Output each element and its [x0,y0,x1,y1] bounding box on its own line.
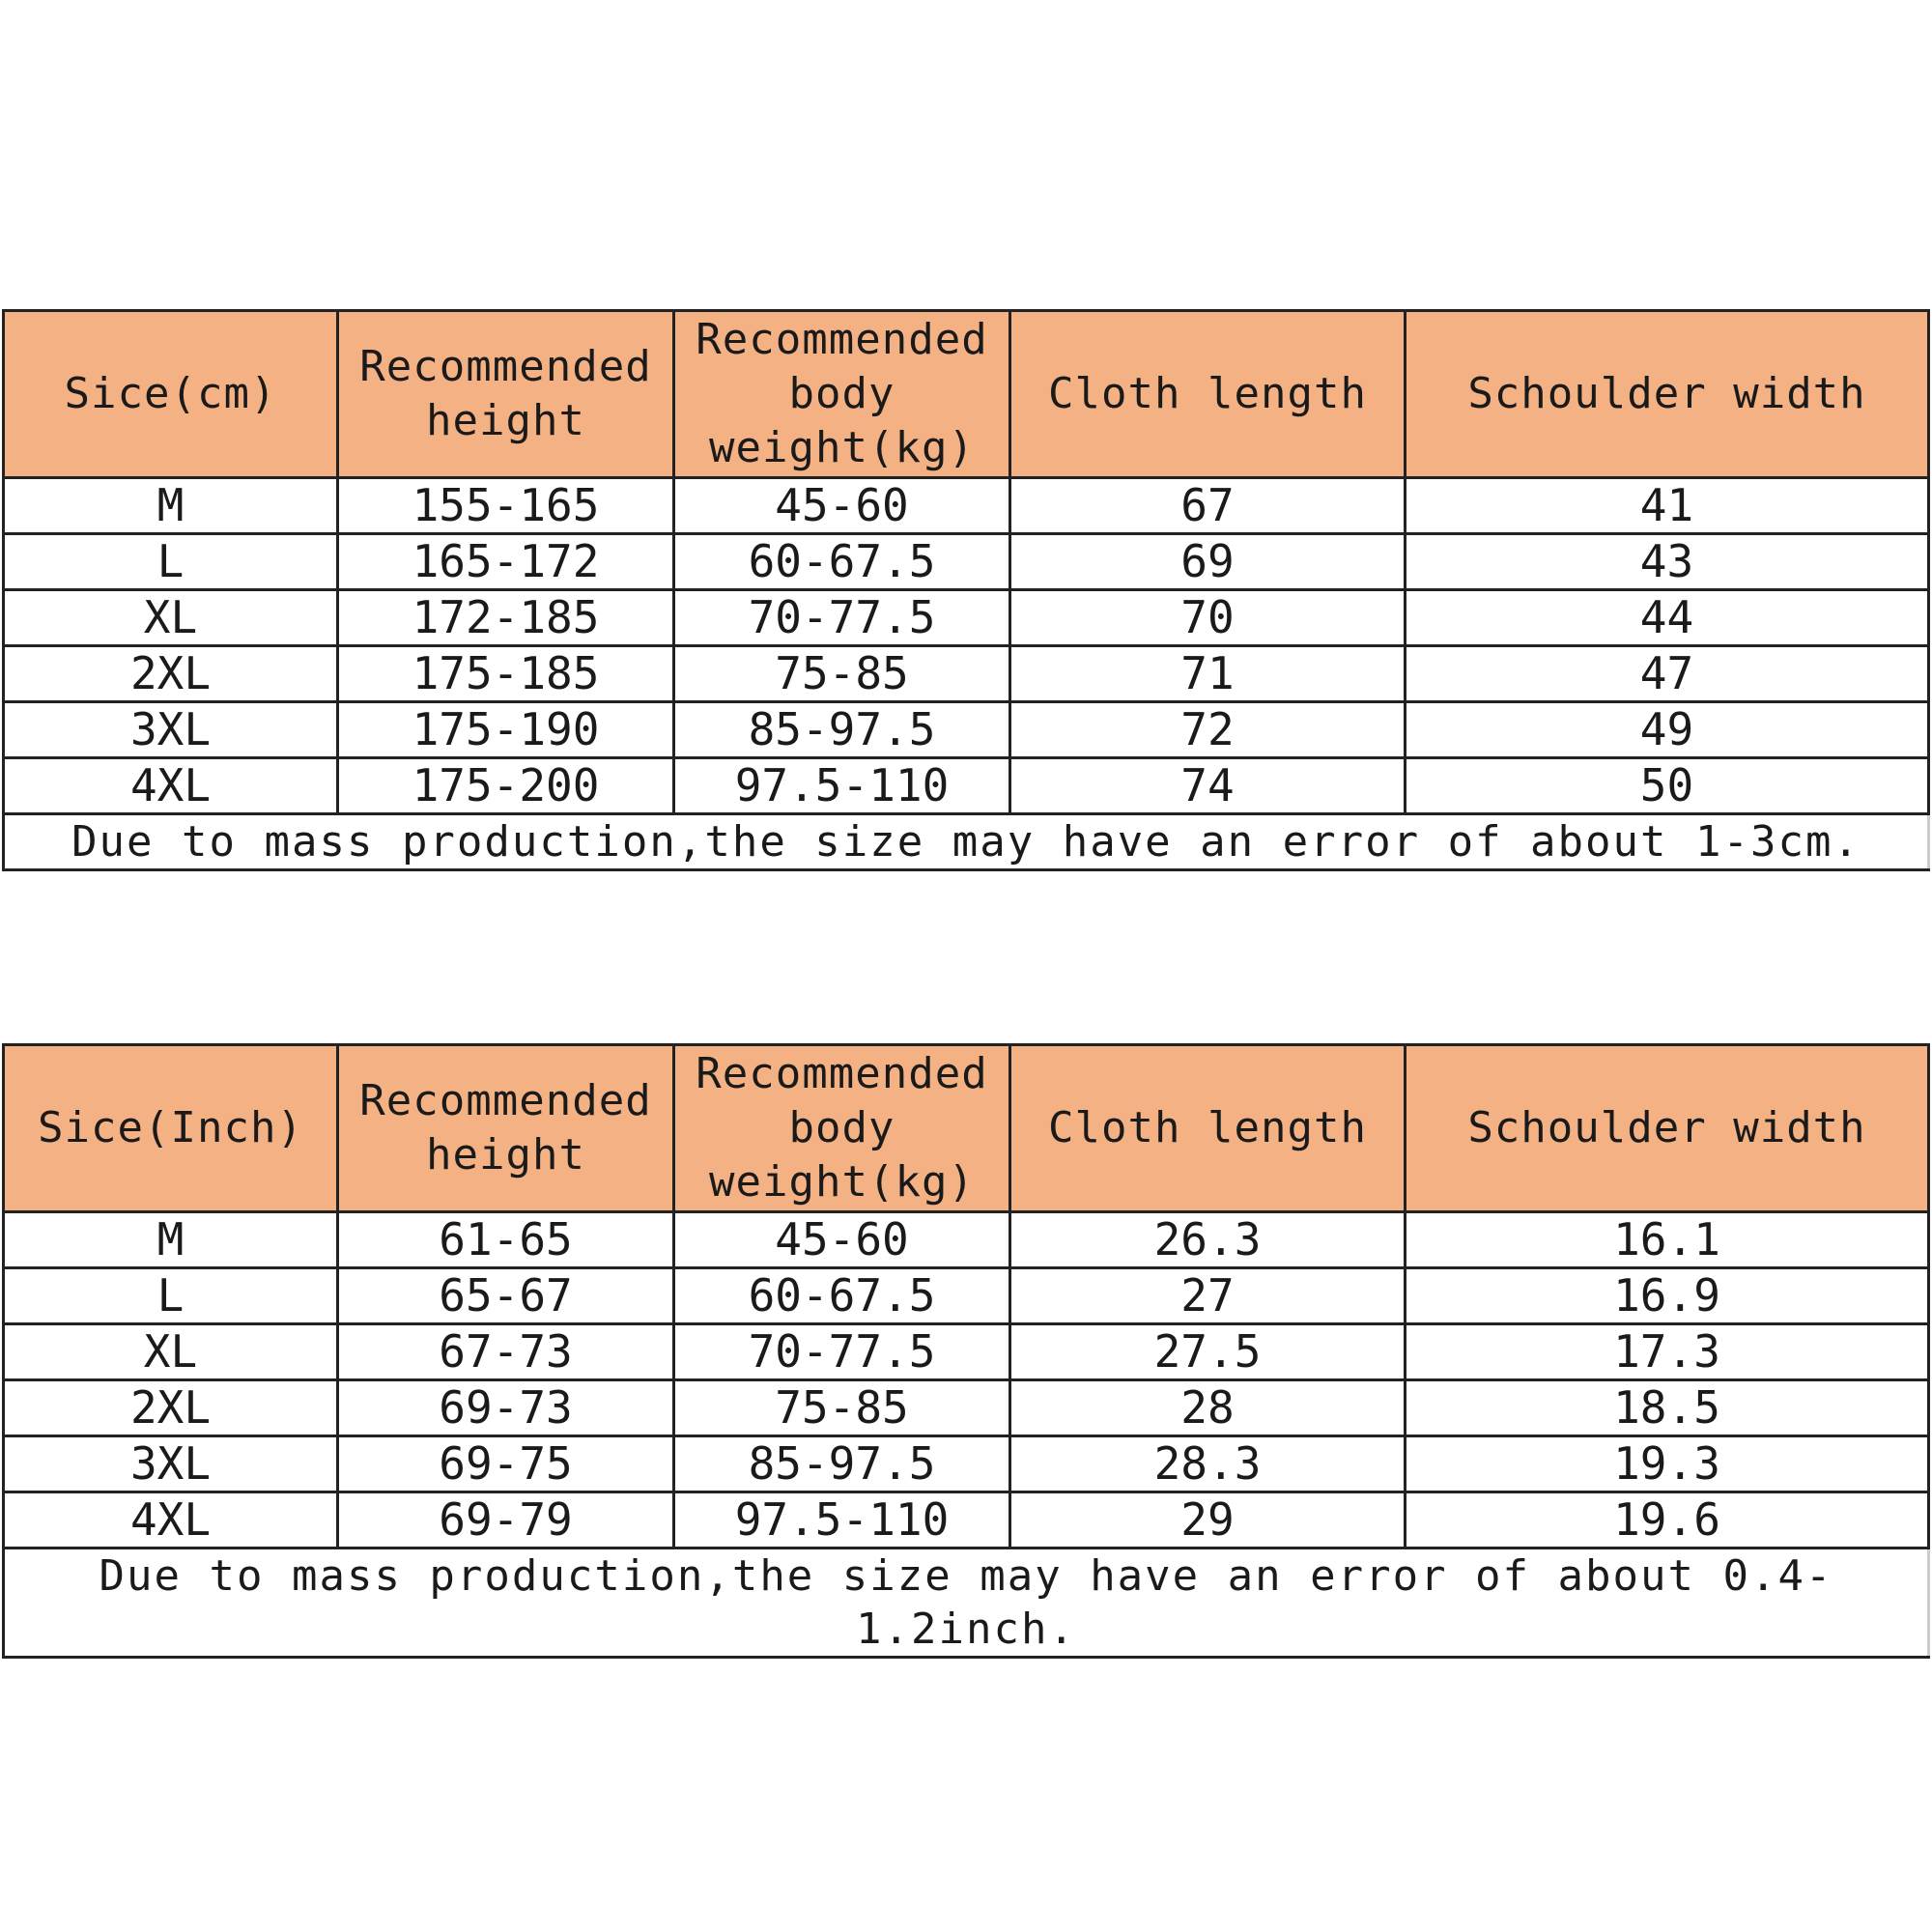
header-row [4,1045,1929,1212]
table-row [4,1492,1929,1548]
header-cloth-length: Cloth length [1010,311,1406,478]
cell-weight: 70-77.5 [674,590,1010,646]
cell-cloth-length: 29 [1010,1492,1406,1548]
cell-size: L [4,534,338,590]
cell-weight: 97.5-110 [674,1492,1010,1548]
cell-size: XL [4,590,338,646]
cell-cloth-length: 71 [1010,646,1406,702]
table-row [4,702,1929,758]
table-row [4,758,1929,814]
cell-size: XL [4,1324,338,1380]
cell-size: M [4,1212,338,1268]
table-row [4,1268,1929,1324]
header-recommended-weight: Recommended body weight(kg) [674,1045,1010,1212]
table-row [4,646,1929,702]
cell-size: L [4,1268,338,1324]
header-size: Sice(cm) [4,311,338,478]
cell-height: 175-185 [338,646,674,702]
cell-weight: 45-60 [674,1212,1010,1268]
cell-cloth-length: 27 [1010,1268,1406,1324]
cell-cloth-length: 28.3 [1010,1436,1406,1492]
cell-height: 69-79 [338,1492,674,1548]
header-row [4,311,1929,478]
cell-shoulder-width: 50 [1406,758,1929,814]
cell-shoulder-width: 47 [1406,646,1929,702]
header-size: Sice(Inch) [4,1045,338,1212]
cell-height: 69-75 [338,1436,674,1492]
cell-size: 3XL [4,1436,338,1492]
cell-weight: 85-97.5 [674,1436,1010,1492]
cell-size: 2XL [4,1380,338,1436]
size-error-note: Due to mass production,the size may have an error of about 1-3cm. [4,814,1929,870]
header-recommended-weight: Recommended body weight(kg) [674,311,1010,478]
cell-size: 3XL [4,702,338,758]
table-row [4,590,1929,646]
header-recommended-height: Recommended height [338,1045,674,1212]
size-error-note: Due to mass production,the size may have an error of about 0.4-1.2inch. [4,1548,1929,1658]
table-row [4,478,1929,534]
cell-cloth-length: 70 [1010,590,1406,646]
table-row [4,534,1929,590]
note-row [4,814,1929,870]
table-row [4,1212,1929,1268]
cell-size: 4XL [4,758,338,814]
cell-shoulder-width: 43 [1406,534,1929,590]
cell-shoulder-width: 16.9 [1406,1268,1929,1324]
cell-weight: 60-67.5 [674,534,1010,590]
cell-shoulder-width: 44 [1406,590,1929,646]
cell-cloth-length: 26.3 [1010,1212,1406,1268]
size-table-cm [2,309,1930,871]
cell-shoulder-width: 19.6 [1406,1492,1929,1548]
cell-height: 165-172 [338,534,674,590]
cell-shoulder-width: 19.3 [1406,1436,1929,1492]
cell-weight: 97.5-110 [674,758,1010,814]
cell-cloth-length: 69 [1010,534,1406,590]
cell-size: 4XL [4,1492,338,1548]
cell-cloth-length: 72 [1010,702,1406,758]
note-row [4,1548,1929,1658]
header-cloth-length: Cloth length [1010,1045,1406,1212]
table-row [4,1380,1929,1436]
header-recommended-height: Recommended height [338,311,674,478]
size-table-inch [2,1043,1930,1659]
cell-size: 2XL [4,646,338,702]
cell-weight: 70-77.5 [674,1324,1010,1380]
cell-shoulder-width: 18.5 [1406,1380,1929,1436]
cell-shoulder-width: 17.3 [1406,1324,1929,1380]
cell-shoulder-width: 16.1 [1406,1212,1929,1268]
table-row [4,1324,1929,1380]
cell-weight: 75-85 [674,1380,1010,1436]
cell-weight: 60-67.5 [674,1268,1010,1324]
table-row [4,1436,1929,1492]
cell-cloth-length: 28 [1010,1380,1406,1436]
cell-weight: 75-85 [674,646,1010,702]
cell-height: 67-73 [338,1324,674,1380]
cell-height: 172-185 [338,590,674,646]
cell-height: 175-200 [338,758,674,814]
cell-height: 155-165 [338,478,674,534]
cell-size: M [4,478,338,534]
cell-height: 65-67 [338,1268,674,1324]
cell-shoulder-width: 41 [1406,478,1929,534]
cell-height: 61-65 [338,1212,674,1268]
cell-weight: 85-97.5 [674,702,1010,758]
cell-cloth-length: 27.5 [1010,1324,1406,1380]
cell-height: 175-190 [338,702,674,758]
header-shoulder-width: Schoulder width [1406,311,1929,478]
cell-height: 69-73 [338,1380,674,1436]
cell-cloth-length: 67 [1010,478,1406,534]
cell-shoulder-width: 49 [1406,702,1929,758]
cell-cloth-length: 74 [1010,758,1406,814]
header-shoulder-width: Schoulder width [1406,1045,1929,1212]
cell-weight: 45-60 [674,478,1010,534]
